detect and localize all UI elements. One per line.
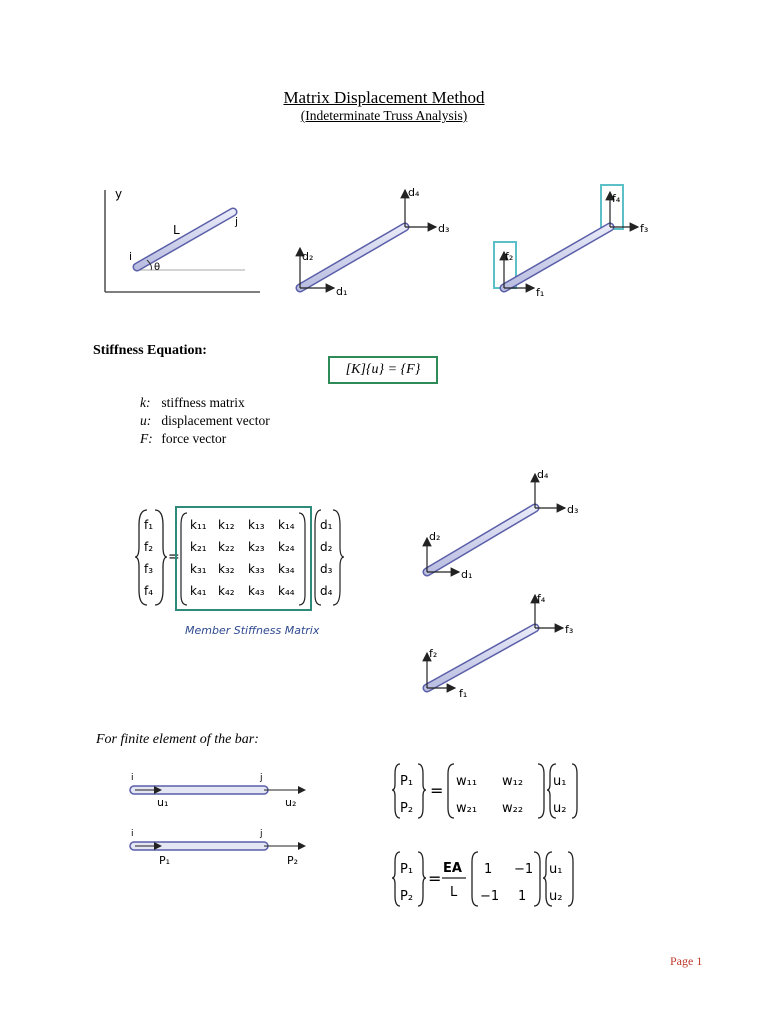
svg-text:k₃₄: k₃₄ (278, 562, 295, 576)
definition-k: k: stiffness matrix (140, 395, 245, 410)
svg-text:d₂: d₂ (429, 530, 441, 543)
svg-text:j: j (260, 829, 263, 839)
svg-text:f₁: f₁ (459, 687, 468, 700)
svg-text:d₄: d₄ (320, 584, 333, 598)
angle-label: θ (154, 262, 161, 273)
element-stiffness-equation (390, 760, 590, 824)
svg-text:u₁: u₁ (157, 796, 169, 809)
svg-text:f₂: f₂ (505, 250, 514, 263)
bar-geometry-figure (95, 180, 270, 300)
definition-u: u: displacement vector (140, 413, 270, 428)
svg-text:k₁₁: k₁₁ (190, 518, 207, 532)
displacement-figure-2 (415, 460, 595, 585)
svg-text:k₁₄: k₁₄ (278, 518, 295, 532)
bar-displacement-diagram (125, 770, 325, 810)
svg-text:=: = (428, 869, 442, 888)
stiffness-heading: Stiffness Equation: (93, 343, 207, 358)
svg-text:k₂₄: k₂₄ (278, 540, 295, 554)
bar-force-diagram (125, 826, 325, 870)
svg-text:f₃: f₃ (565, 623, 574, 636)
svg-text:k₄₂: k₄₂ (218, 584, 235, 598)
svg-text:EA: EA (443, 861, 462, 876)
svg-text:u₁: u₁ (553, 774, 567, 789)
svg-text:P₁: P₁ (400, 862, 414, 877)
svg-text:f₄: f₄ (612, 192, 621, 205)
displacement-figure (290, 180, 465, 300)
svg-text:f₄: f₄ (537, 592, 546, 605)
svg-text:f₁: f₁ (144, 518, 154, 532)
force-figure-2 (415, 585, 595, 705)
svg-text:w₁₁: w₁₁ (456, 774, 478, 789)
svg-text:f₂: f₂ (429, 647, 438, 660)
svg-text:P₁: P₁ (400, 774, 414, 789)
svg-text:k₃₂: k₃₂ (218, 562, 235, 576)
svg-text:d₃: d₃ (320, 562, 333, 576)
svg-text:−1: −1 (480, 889, 500, 904)
svg-text:w₁₂: w₁₂ (502, 774, 524, 789)
svg-text:u₂: u₂ (285, 796, 297, 809)
svg-text:P₂: P₂ (400, 889, 414, 904)
svg-text:f₃: f₃ (144, 562, 154, 576)
svg-text:j: j (260, 773, 263, 783)
svg-text:k₄₃: k₄₃ (248, 584, 265, 598)
svg-text:k₂₂: k₂₂ (218, 540, 235, 554)
node-j-label: j (235, 215, 239, 228)
svg-text:d₄: d₄ (408, 186, 420, 199)
svg-text:u₁: u₁ (549, 862, 563, 877)
svg-text:d₁: d₁ (461, 568, 473, 581)
page-number: Page 1 (670, 954, 703, 968)
svg-text:w₂₂: w₂₂ (502, 801, 524, 816)
svg-text:P₂: P₂ (287, 854, 299, 867)
member-label: L (173, 223, 180, 237)
svg-text:d₃: d₃ (567, 503, 579, 516)
svg-text:=: = (168, 549, 180, 565)
svg-text:1: 1 (518, 889, 527, 904)
svg-text:k₄₁: k₄₁ (190, 584, 207, 598)
svg-text:P₁: P₁ (159, 854, 171, 867)
svg-text:d₁: d₁ (320, 518, 333, 532)
member-stiffness-matrix (135, 505, 350, 640)
svg-text:f₂: f₂ (144, 540, 154, 554)
node-i-label: i (129, 250, 133, 263)
svg-text:k₃₃: k₃₃ (248, 562, 265, 576)
svg-text:i: i (131, 773, 134, 783)
svg-text:d₂: d₂ (320, 540, 333, 554)
y-axis-label: y (115, 187, 123, 201)
svg-text:L: L (450, 885, 458, 900)
svg-text:k₄₄: k₄₄ (278, 584, 295, 598)
svg-text:k₁₂: k₁₂ (218, 518, 235, 532)
svg-text:u₂: u₂ (553, 801, 567, 816)
page-title: Matrix Displacement Method (283, 88, 485, 107)
page-subtitle: (Indeterminate Truss Analysis) (300, 108, 468, 123)
finite-element-heading: For finite element of the bar: (96, 732, 259, 747)
svg-text:d₂: d₂ (302, 250, 314, 263)
svg-text:d₁: d₁ (336, 285, 348, 298)
svg-text:u₂: u₂ (549, 889, 563, 904)
svg-text:k₂₃: k₂₃ (248, 540, 265, 554)
svg-text:d₄: d₄ (537, 468, 549, 481)
svg-text:1: 1 (484, 862, 493, 877)
force-figure (490, 180, 665, 305)
svg-text:i: i (131, 829, 134, 839)
matrix-caption: Member Stiffness Matrix (185, 624, 320, 637)
svg-text:P₂: P₂ (400, 801, 414, 816)
svg-text:d₃: d₃ (438, 222, 450, 235)
element-stiffness-ea-equation (390, 848, 590, 912)
svg-text:w₂₁: w₂₁ (456, 801, 478, 816)
svg-text:f₁: f₁ (536, 286, 545, 299)
svg-text:k₁₃: k₁₃ (248, 518, 265, 532)
svg-text:−1: −1 (514, 862, 534, 877)
stiffness-equation: [K]{u} = {F} (328, 356, 438, 384)
svg-text:k₂₁: k₂₁ (190, 540, 207, 554)
definition-f: F: force vector (140, 431, 227, 446)
svg-text:f₃: f₃ (640, 222, 649, 235)
svg-text:k₃₁: k₃₁ (190, 562, 207, 576)
svg-text:=: = (430, 781, 444, 800)
svg-text:f₄: f₄ (144, 584, 154, 598)
